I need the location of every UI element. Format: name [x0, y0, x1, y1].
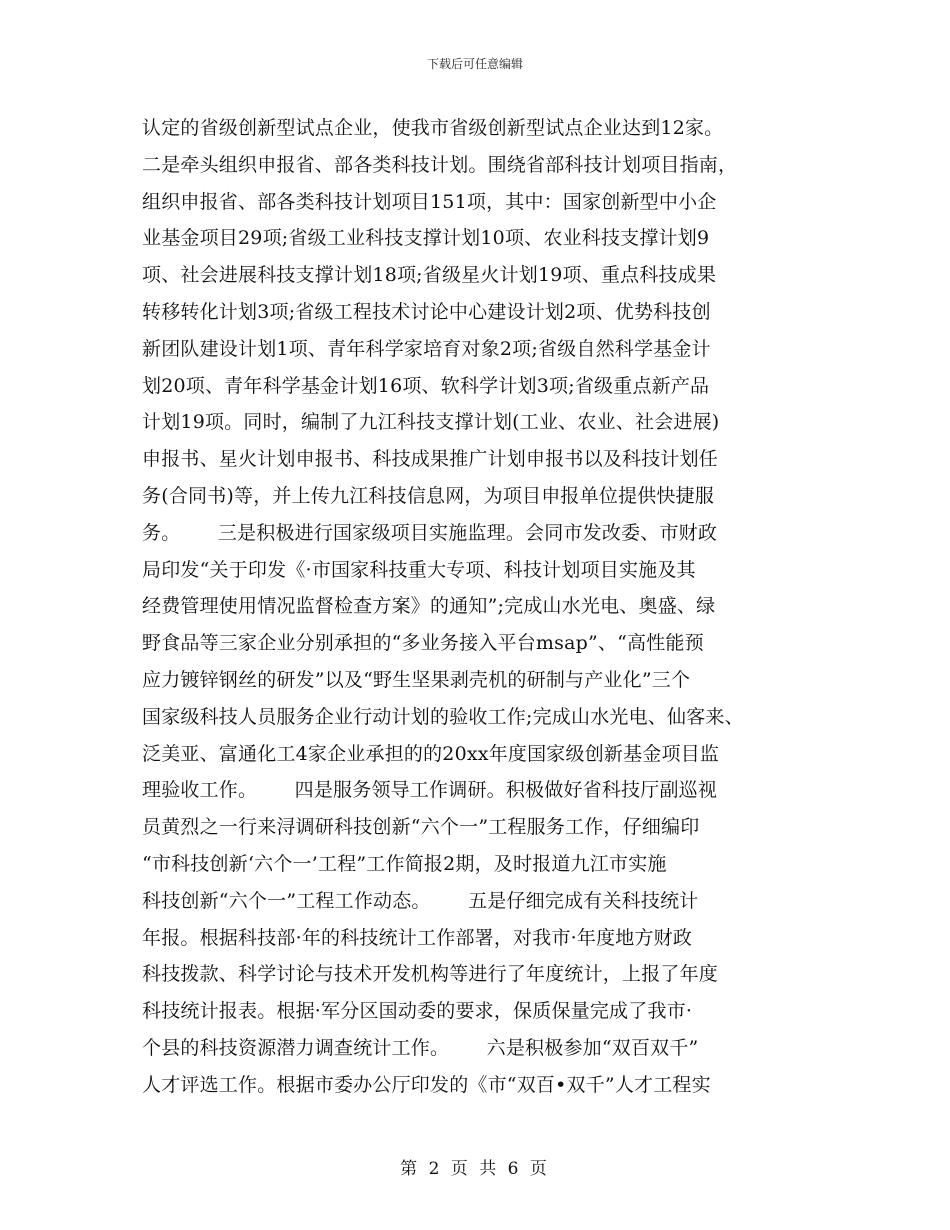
text-line-3: 组织申报省、部各类科技计划项目151项，其中：国家创新型中小企 [142, 190, 717, 213]
text-line-10: 申报书、星火计划申报书、科技成果推广计划申报书以及科技计划任 [142, 448, 719, 471]
text-line-4: 业基金项目29项;省级工业科技支撑计划10项、农业科技支撑计划9 [142, 227, 710, 250]
text-line-1: 认定的省级创新型试点企业，使我市省级创新型试点企业达到12家。 [142, 117, 724, 139]
text-line-18: 泛美亚、富通化工4家企业承担的的20xx年度国家级创新基金项目监 [142, 742, 720, 765]
text-line-17: 国家级科技人员服务企业行动计划的验收工作;完成山水光电、仙客来、 [142, 705, 744, 728]
text-line-25: 科技统计报表。根据·军分区国动委的要求，保质保量完成了我市· [142, 1000, 693, 1023]
text-line-14: 经费管理使用情况监督检查方案》的通知”;完成山水光电、奥盛、绿 [142, 595, 716, 618]
text-line-23: 年报。根据科技部·年的科技统计工作部署，对我市·年度地方财政 [142, 926, 693, 949]
text-line-16: 应力镀锌钢丝的研发”以及“野生坚果剥壳机的研制与产业化”三个 [142, 668, 691, 691]
text-line-19: 理验收工作。 四是服务领导工作调研。积极做好省科技厅副巡视 [142, 779, 718, 802]
page-number-footer: 第 2 页 共 6 页 [400, 1159, 550, 1179]
text-line-26: 个县的科技资源潜力调查统计工作。 六是积极参加“双百双千” [142, 1036, 699, 1059]
document-body [142, 110, 822, 1104]
text-line-8: 划20项、青年科学基金计划16项、软科学计划3项;省级重点新产品 [142, 374, 710, 397]
text-line-21: “市科技创新‘六个一’工程”工作简报2期，及时报道九江市实施 [142, 852, 667, 875]
page-header-note: 下载后可任意编辑 [426, 57, 523, 71]
text-line-13: 局印发“关于印发《·市国家科技重大专项、科技计划项目实施及其 [142, 558, 696, 581]
text-line-27: 人才评选工作。根据市委办公厅印发的《市“双百•双千”人才工程实 [142, 1073, 711, 1096]
text-line-2: 二是牵头组织申报省、部各类科技计划。围绕省部科技计划项目指南， [142, 153, 738, 176]
text-line-9: 计划19项。同时，编制了九江科技支撑计划(工业、农业、社会进展) [142, 411, 720, 434]
text-line-7: 新团队建设计划1项、青年科学家培育对象2项;省级自然科学基金计 [142, 337, 711, 360]
text-line-5: 项、社会进展科技支撑计划18项;省级星火计划19项、重点科技成果 [142, 264, 717, 287]
text-line-15: 野食品等三家企业分别承担的“多业务接入平台msap”、“高性能预 [142, 632, 704, 655]
text-line-11: 务(合同书)等，并上传九江科技信息网，为项目申报单位提供快捷服 [142, 484, 715, 507]
text-line-22: 科技创新“六个一”工程工作动态。 五是仔细完成有关科技统计 [142, 889, 699, 912]
text-line-12: 务。 三是积极进行国家级项目实施监理。会同市发改委、市财政 [142, 521, 718, 544]
text-line-6: 转移转化计划3项;省级工程技术讨论中心建设计划2项、优势科技创 [142, 300, 711, 323]
text-line-24: 科技拨款、科学讨论与技术开发机构等进行了年度统计，上报了年度 [142, 963, 719, 986]
text-line-20: 员黄烈之一行来浔调研科技创新“六个一”工程服务工作，仔细编印 [142, 816, 700, 839]
